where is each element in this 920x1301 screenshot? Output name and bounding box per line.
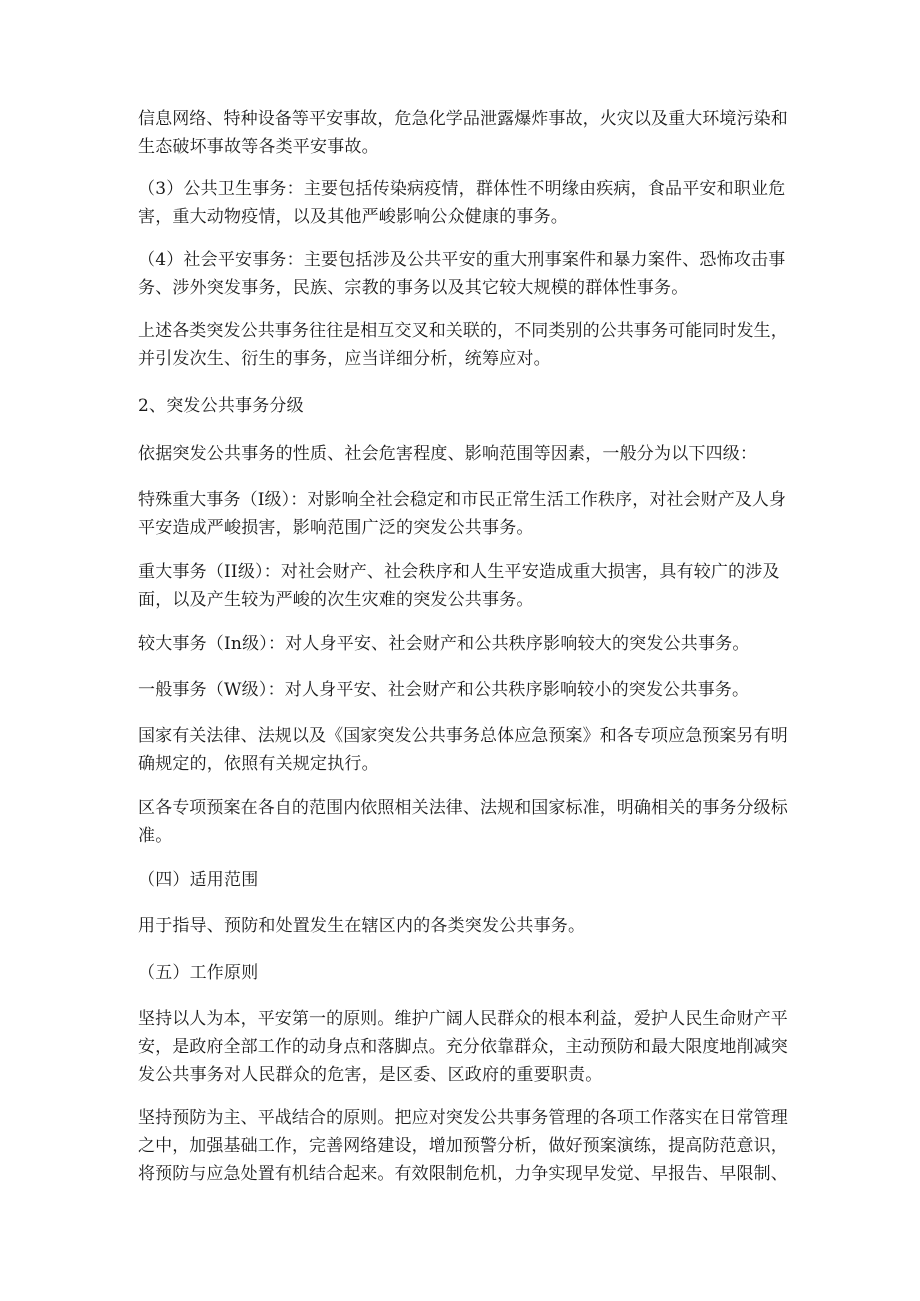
text-line: 发公共事务对人民群众的危害，是区委、区政府的重要职责。 <box>138 1065 603 1085</box>
text-line: 信息网络、特种设备等平安事故，危急化学品泄露爆炸事故，火灾以及重大环境污染和 <box>138 109 788 129</box>
text-line: 害，重大动物疫情，以及其他严峻影响公众健康的事务。 <box>138 207 568 227</box>
text-line: 坚持以人为本，平安第一的原则。维护广阔人民群众的根本利益，爱护人民生命财产平 <box>138 1009 788 1029</box>
text-line: 依据突发公共事务的性质、社会危害程度、影响范围等因素，一般分为以下四级： <box>138 444 758 464</box>
text-line: 用于指导、预防和处置发生在辖区内的各类突发公共事务。 <box>138 916 586 936</box>
paragraph-four-levels <box>138 440 788 468</box>
text-line: 安，是政府全部工作的动身点和落脚点。充分依靠群众，主动预防和最大限度地削减突 <box>138 1037 788 1057</box>
text-line: 面，以及产生较为严峻的次生灾难的突发公共事务。 <box>138 590 534 610</box>
text-line: 生态破坏事故等各类平安事故。 <box>138 137 379 157</box>
text-line: 较大事务（In级）：对人身平安、社会财产和公共秩序影响较大的突发公共事务。 <box>138 634 750 654</box>
paragraph-national-laws <box>138 722 788 778</box>
text-line: 并引发次生、衍生的事务，应当详细分析，统筹应对。 <box>138 349 551 369</box>
text-line: 平安造成严峻损害，影响范围广泛的突发公共事务。 <box>138 518 534 538</box>
paragraph-interrelated <box>138 317 788 373</box>
text-line: 之中，加强基础工作，完善网络建设，增加预警分析，做好预案演练，提高防范意识， <box>138 1136 788 1156</box>
text-line: 上述各类突发公共事务往往是相互交叉和关联的，不同类别的公共事务可能同时发生， <box>138 321 788 341</box>
paragraph-prevention-first <box>138 1104 788 1188</box>
text-line: 坚持预防为主、平战结合的原则。把应对突发公共事务管理的各项工作落实在日常管理 <box>138 1108 788 1128</box>
paragraph-scope <box>138 912 788 940</box>
paragraph-level-3 <box>138 630 788 658</box>
paragraph-public-health <box>138 175 788 231</box>
text-line: 准。 <box>138 826 173 846</box>
text-line: 国家有关法律、法规以及《国家突发公共事务总体应急预案》和各专项应急预案另有明 <box>138 726 788 746</box>
paragraph-social-safety <box>138 246 788 302</box>
text-line: 确规定的，依照有关规定执行。 <box>138 754 379 774</box>
text-line: 区各专项预案在各自的范围内依照相关法律、法规和国家标准，明确相关的事务分级标 <box>138 798 788 818</box>
section-heading: （五）工作原则 <box>138 963 259 983</box>
paragraph-level-1 <box>138 486 788 542</box>
text-line: （4）社会平安事务：主要包括涉及公共平安的重大刑事案件和暴力案件、恐怖攻击事 <box>138 250 786 270</box>
paragraph-accident-types <box>138 105 788 161</box>
paragraph-people-first <box>138 1005 788 1089</box>
text-line: （3）公共卫生事务：主要包括传染病疫情，群体性不明缘由疾病，食品平安和职业危 <box>138 179 786 199</box>
section-heading: 2、突发公共事务分级 <box>138 396 304 416</box>
text-line: 一般事务（W级）：对人身平安、社会财产和公共秩序影响较小的突发公共事务。 <box>138 680 750 700</box>
heading-principles <box>138 959 788 987</box>
heading-scope <box>138 866 788 894</box>
heading-classification <box>138 392 788 420</box>
text-line: 将预防与应急处置有机结合起来。有效限制危机，力争实现早发觉、早报告、早限制、 <box>138 1164 788 1184</box>
paragraph-level-2 <box>138 558 788 614</box>
paragraph-level-4 <box>138 676 788 704</box>
section-heading: （四）适用范围 <box>138 870 259 890</box>
text-line: 特殊重大事务（I级）：对影响全社会稳定和市民正常生活工作秩序，对社会财产及人身 <box>138 490 787 510</box>
paragraph-district-plans <box>138 794 788 850</box>
text-line: 务、涉外突发事务，民族、宗教的事务以及其它较大规模的群体性事务。 <box>138 278 689 298</box>
text-line: 重大事务（II级）：对社会财产、社会秩序和人生平安造成重大损害，具有较广的涉及 <box>138 562 780 582</box>
